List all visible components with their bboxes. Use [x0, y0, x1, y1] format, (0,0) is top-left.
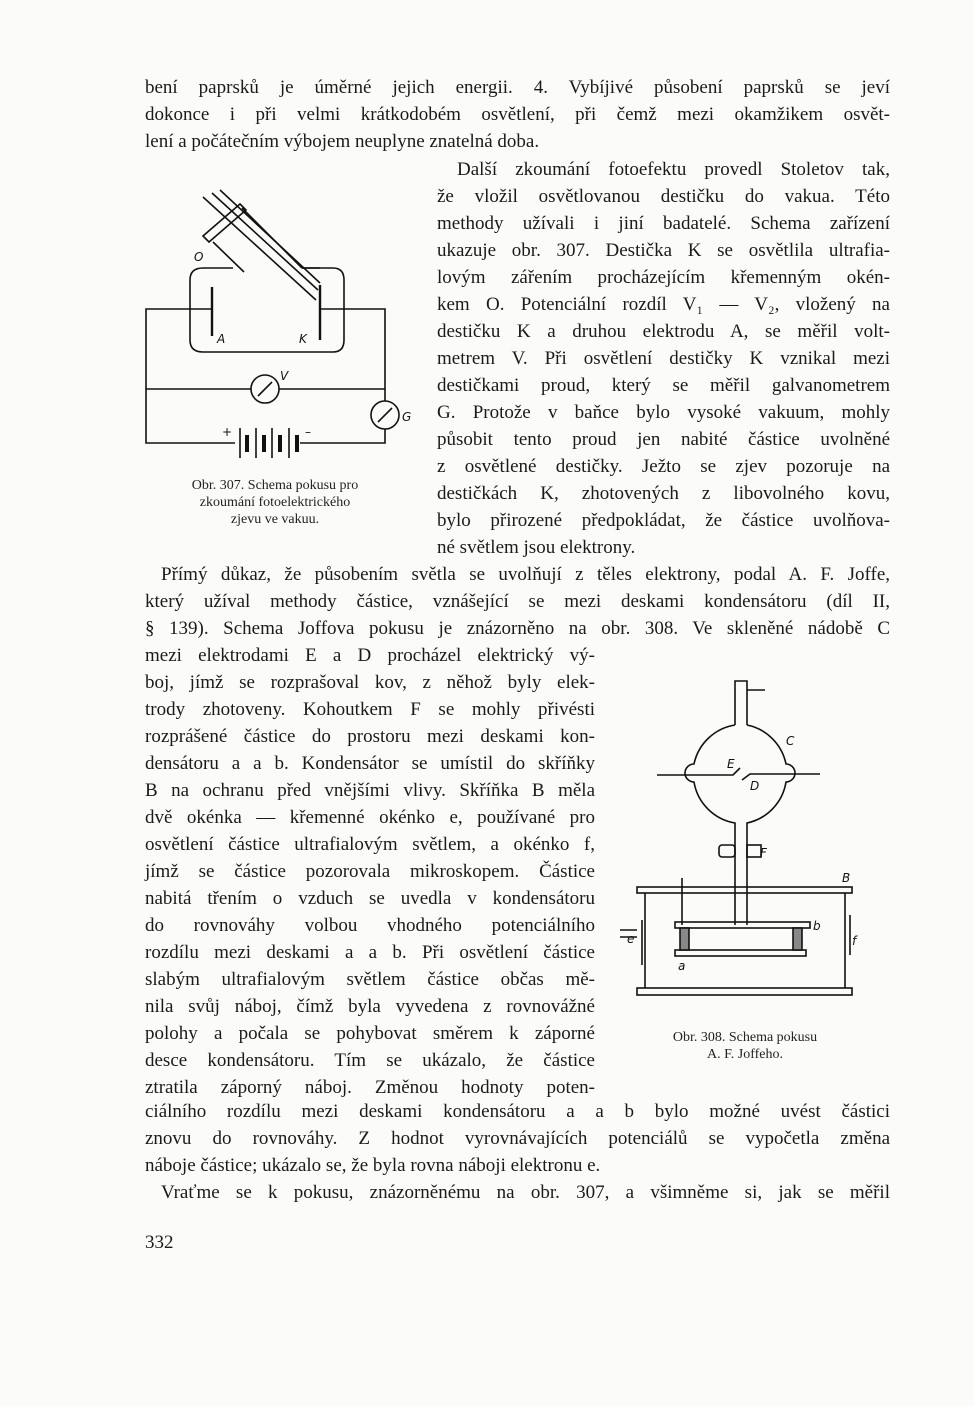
- text-line: ztratila záporný náboj. Změnou hodnoty poten-: [145, 1077, 595, 1098]
- light-rays: [203, 190, 320, 300]
- label-b-plate: b: [813, 919, 821, 933]
- text-line: z osvětlené destičky. Ježto se zjev pozoruje na: [437, 456, 890, 477]
- electrodes-e-d: [657, 768, 820, 780]
- text-line: metrem V. Při osvětlení destičky K vznikal mezi: [437, 348, 890, 369]
- page-number: 332: [145, 1232, 174, 1253]
- text-line: destičku K a druhou elektrodu A, se měřil volt-: [437, 321, 890, 342]
- text-line: znovu do rovnováhy. Z hodnot vyrovnávajících potenciálů se vypočetla změna: [145, 1128, 890, 1149]
- text-line: že vložil osvětlovanou destičku do vakua. Této: [437, 186, 890, 207]
- capacitor-plate-b: [675, 922, 810, 928]
- box-walls: [645, 878, 845, 988]
- circuit-wires: [146, 309, 385, 443]
- text-line: desce kondensátoru. Tím se ukázalo, že částice: [145, 1050, 595, 1071]
- stopcock-f: [719, 845, 761, 857]
- capacitor-plate-a: [675, 950, 806, 956]
- text-line: polohy a počala se pohybovat směrem k záporné: [145, 1023, 595, 1044]
- label-g: G: [402, 410, 412, 424]
- text-line: působit tento proud jen nabité částice uvolněné: [437, 429, 890, 450]
- glass-vessel-c: [685, 681, 795, 925]
- label-v: V: [280, 369, 289, 383]
- label-f-window: f: [852, 934, 857, 948]
- box-bottom-plate: [637, 988, 852, 995]
- text-line: nabitá třením o vzduch se uvedla v kondensátoru: [145, 888, 595, 909]
- text-line: B na ochranu před vnějšími vlivy. Skříňka B měla: [145, 780, 595, 801]
- text-line: lovým zářením procházejícím křemenným okén-: [437, 267, 890, 288]
- text-line: bylo přirozené předpokládat, že částice uvolňova-: [437, 510, 890, 531]
- text-line: osvětlení částice ultrafialovým světlem, a okénko f,: [145, 834, 595, 855]
- galvanometer-icon: [371, 401, 399, 429]
- label-f-stopcock: F: [760, 846, 767, 860]
- box-top-plate-b: [637, 887, 852, 893]
- label-a: A: [217, 332, 226, 346]
- label-b-box: B: [842, 871, 851, 885]
- figure-307-caption: [150, 477, 400, 528]
- text-line: který užíval methody částice, vznášející se mezi deskami kondensátoru (díl II,: [145, 591, 890, 612]
- text-line: náboje částice; ukázalo se, že byla rovna náboji elektronu e.: [145, 1155, 601, 1176]
- windows-e-f: [620, 915, 850, 965]
- vacuum-bulb: [190, 268, 344, 352]
- label-plus: +: [222, 425, 233, 439]
- text-line: methody užívali i jiní badatelé. Schema zařízení: [437, 213, 890, 234]
- text-line: dvě okénka — křemenné okénko e, používané pro: [145, 807, 595, 828]
- text-line: nila svůj náboj, čímž byla vyvedena z rovnovážné: [145, 996, 595, 1017]
- battery-icon: [240, 428, 297, 458]
- label-a-plate: a: [678, 959, 686, 973]
- voltmeter-icon: [251, 375, 279, 403]
- spacer: [680, 928, 689, 950]
- figure-308-caption: [630, 1029, 860, 1063]
- text-line: Přímý důkaz, že působením světla se uvolňují z těles elektrony, podal A. F. Joffe,: [161, 564, 890, 585]
- label-d: D: [750, 779, 760, 793]
- text-line: do rovnováhy volbou vhodného potenciálního: [145, 915, 595, 936]
- label-e-electrode: E: [727, 757, 735, 771]
- text-line: G. Protože v baňce bylo vysoké vakuum, mohly: [437, 402, 890, 423]
- spacer: [793, 928, 802, 950]
- caption-line: zjevu ve vakuu.: [230, 512, 320, 527]
- text-line: densátoru a a b. Kondensátor se umístil do skříňky: [145, 753, 595, 774]
- label-k: K: [299, 332, 307, 346]
- text-line: lení a počátečním výbojem neuplyne znatelná doba.: [145, 131, 540, 152]
- text-line: Další zkoumání fotoefektu provedl Stoletov tak,: [457, 159, 890, 180]
- text-line: Vraťme se k pokusu, znázorněnému na obr. 307, a všimněme si, jak se měřil: [161, 1182, 890, 1203]
- text-line: rozdílu mezi deskami a a b. Při osvětlení částice: [145, 942, 595, 963]
- text-line: destičkami proud, který se měřil galvanometrem: [437, 375, 890, 396]
- text-line: boj, jímž se rozprašoval kov, z něhož byly elek-: [145, 672, 595, 693]
- label-minus: –: [305, 425, 311, 439]
- text-line: bení paprsků je úměrné jejich energii. 4. Vybíjivé působení paprsků se jeví: [145, 77, 890, 98]
- text-line: né světlem jsou elektrony.: [437, 537, 636, 558]
- text-line: destičkách K, zhotovených z libovolného kovu,: [437, 483, 890, 504]
- text-line: § 139). Schema Joffova pokusu je znázorněno na obr. 308. Ve skleněné nádobě C: [145, 618, 890, 639]
- text-line: ciálního rozdílu mezi deskami kondensátoru a a b bylo možné uvést částici: [145, 1101, 890, 1122]
- label-c: C: [786, 734, 795, 748]
- caption-line: Obr. 307. Schema pokusu pro: [191, 478, 359, 493]
- label-o: O: [194, 250, 204, 264]
- caption-line: A. F. Joffeho.: [706, 1047, 783, 1062]
- text-line: kem O. Potenciální rozdíl V₁ — V₂, vložený na: [437, 294, 890, 315]
- text-line: jímž se částice pozorovala mikroskopem. Částice: [145, 861, 595, 882]
- text-line: ukazuje obr. 307. Destička K se osvětlila ultrafia-: [437, 240, 890, 261]
- text-line: trody zhotoveny. Kohoutkem F se mohly přivésti: [145, 699, 595, 720]
- caption-line: zkoumání fotoelektrického: [199, 495, 351, 510]
- text-line: dokonce i při velmi krátkodobém osvětlení, při čemž mezi okamžikem osvět-: [145, 104, 890, 125]
- caption-line: Obr. 308. Schema pokusu: [672, 1030, 818, 1045]
- label-e-window: e: [627, 932, 635, 946]
- text-line: rozprášené částice do prostoru mezi deskami kon-: [145, 726, 595, 747]
- text-line: mezi elektrodami E a D procházel elektrický vý-: [145, 645, 595, 666]
- text-line: slabým ultrafialovým světlem částice občas mě-: [145, 969, 595, 990]
